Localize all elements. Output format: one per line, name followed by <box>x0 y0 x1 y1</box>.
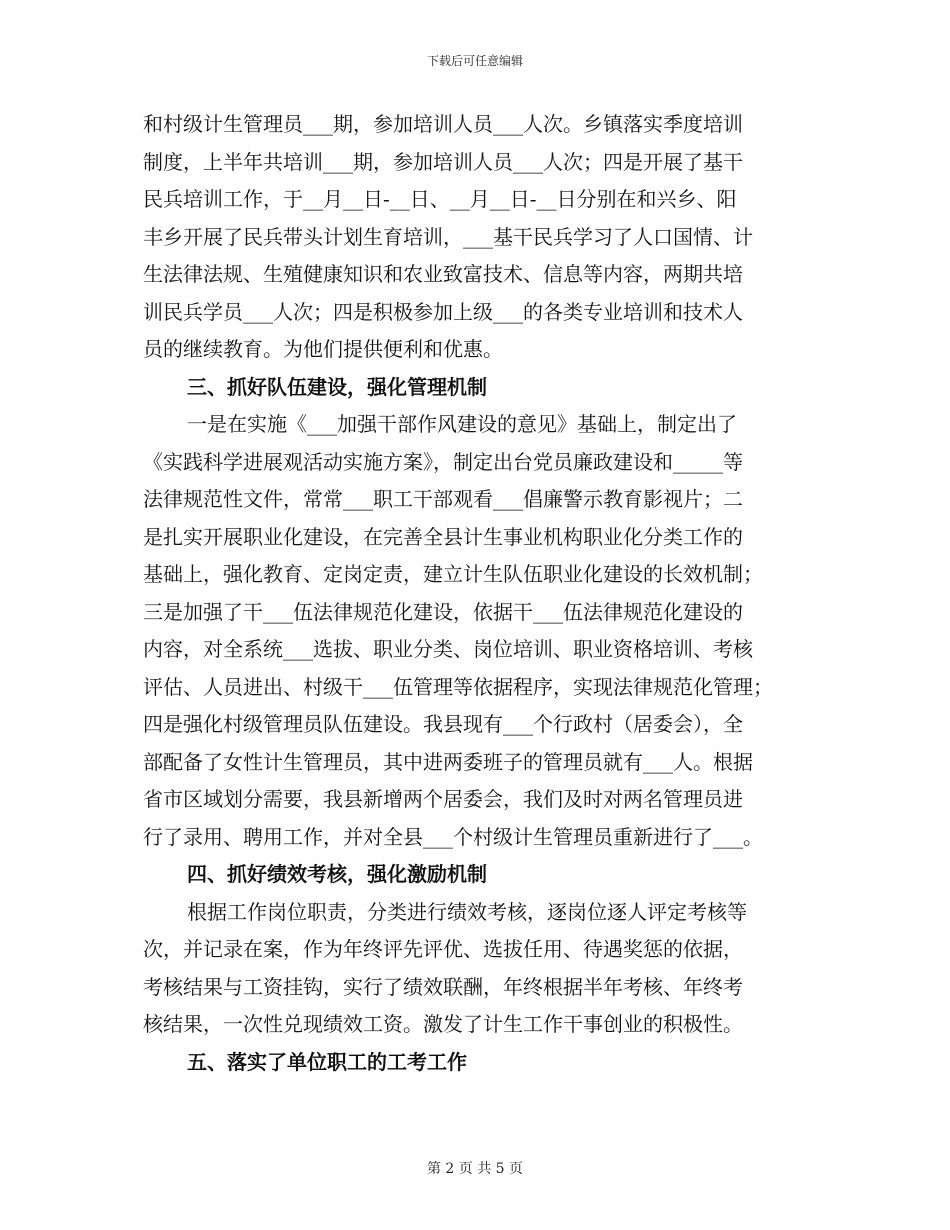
paragraph-line: 民兵培训工作，于__月__日-__日、__月__日-__日分别在和兴乡、阳 <box>143 187 737 211</box>
paragraph-line: 考核结果与工资挂钩，实行了绩效联酬，年终根据半年考核、年终考 <box>143 974 743 999</box>
paragraph-line: 次，并记录在案，作为年终评先评优、选拔任用、待遇奖惩的依据， <box>143 937 743 961</box>
paragraph-line: 评估、人员进出、村级干___伍管理等依据程序，实现法律规范化管理； <box>143 674 773 699</box>
paragraph-line: 训民兵学员___人次；四是积极参加上级___的各类专业培训和技术人 <box>143 299 743 324</box>
paragraph-line: 基础上，强化教育、定岗定责，建立计生队伍职业化建设的长效机制； <box>143 562 763 586</box>
page-number: 第 2 页 共 5 页 <box>426 1161 524 1177</box>
paragraph-line: 省市区域划分需要，我县新增两个居委会，我们及时对两名管理员进 <box>143 787 743 811</box>
paragraph-line: 根据工作岗位职责，分类进行绩效考核，逐岗位逐人评定考核等 <box>187 899 747 924</box>
paragraph-line: 部配备了女性计生管理员，其中进两委班子的管理员就有___人。根据 <box>143 749 753 774</box>
section-heading-3: 三、抓好队伍建设，强化管理机制 <box>187 374 487 399</box>
paragraph-line: 制度，上半年共培训___期，参加培训人员___人次；四是开展了基干 <box>143 149 743 174</box>
paragraph-line: 四是强化村级管理员队伍建设。我县现有___个行政村（居委会），全 <box>143 712 743 736</box>
paragraph-line: 生法律法规、生殖健康知识和农业致富技术、信息等内容，两期共培 <box>143 262 743 286</box>
section-heading-5: 五、落实了单位职工的工考工作 <box>187 1049 467 1074</box>
page-header-note: 下载后可任意编辑 <box>426 54 523 68</box>
paragraph-line: 法律规范性文件，常常___职工干部观看___倡廉警示教育影视片；二 <box>143 487 743 511</box>
paragraph-line: 丰乡开展了民兵带头计划生育培训，___基干民兵学习了人口国情、计 <box>143 224 753 249</box>
paragraph-line: 内容，对全系统___选拔、职业分类、岗位培训、职业资格培训、考核 <box>143 637 753 661</box>
paragraph-line: 和村级计生管理员___期，参加培训人员___人次。乡镇落实季度培训 <box>143 112 743 136</box>
paragraph-line: 三是加强了干___伍法律规范化建设，依据干___伍法律规范化建设的 <box>143 599 743 624</box>
paragraph-line: 行了录用、聘用工作，并对全县___个村级计生管理员重新进行了___。 <box>143 824 763 849</box>
paragraph-line: 是扎实开展职业化建设，在完善全县计生事业机构职业化分类工作的 <box>143 524 743 549</box>
paragraph-line: 核结果，一次性兑现绩效工资。激发了计生工作干事创业的积极性。 <box>143 1012 743 1036</box>
paragraph-line: 一是在实施《___加强干部作风建设的意见》基础上，制定出了 <box>187 412 737 436</box>
paragraph-line: 《实践科学进展观活动实施方案》，制定出台党员廉政建设和_____等 <box>143 449 743 474</box>
document-body <box>143 106 803 1081</box>
paragraph-line: 员的继续教育。为他们提供便利和优惠。 <box>143 337 503 361</box>
section-heading-4: 四、抓好绩效考核，强化激励机制 <box>187 862 487 886</box>
